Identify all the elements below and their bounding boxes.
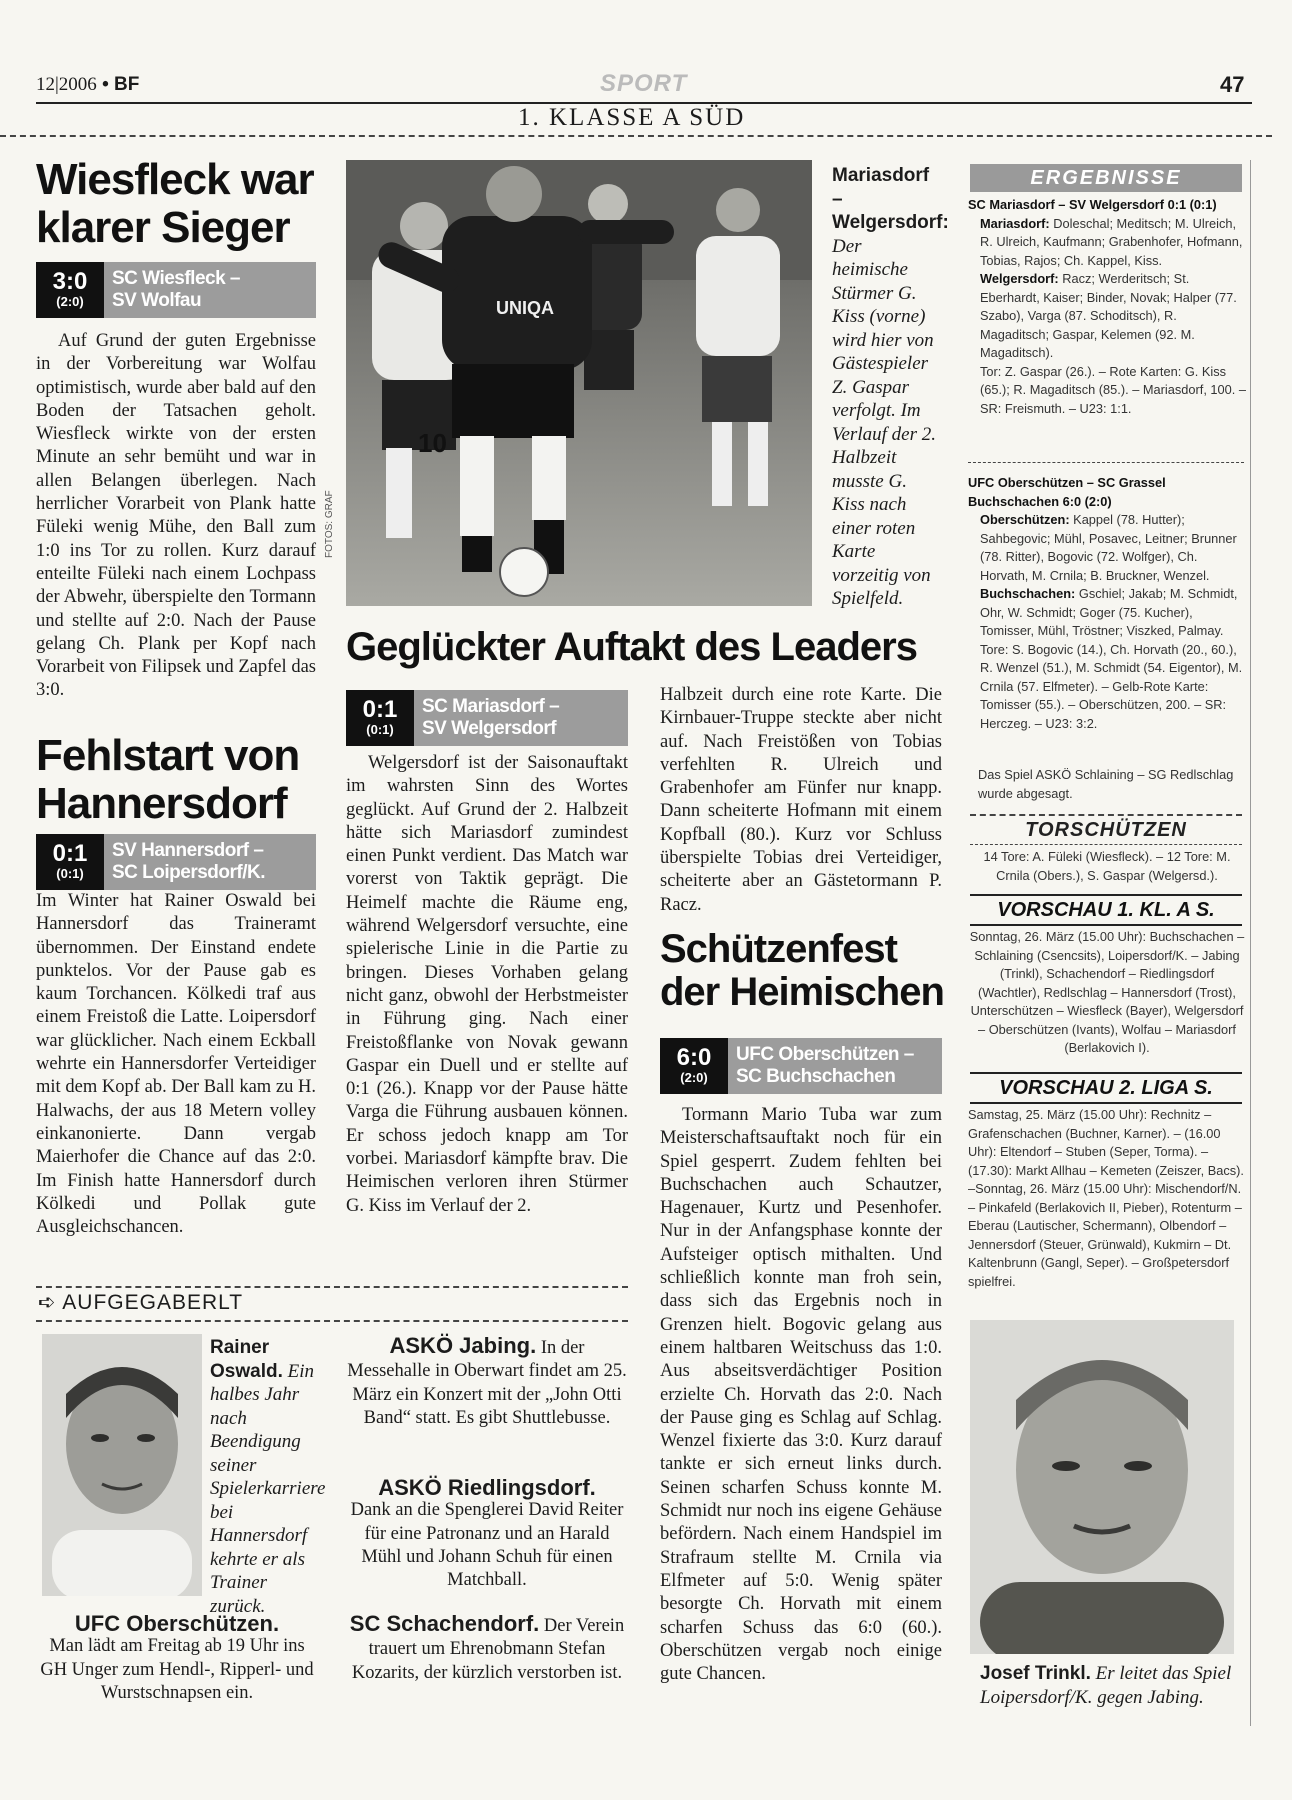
note-jabing-text: In der Messehalle in Oberwart findet am 25. März ein Konzert mit der „John Otti Band“ statt. Es gibt Shuttlebusse. (347, 1338, 627, 1428)
article1-home: SC Wiesfleck – (112, 268, 241, 289)
league-title: 1. KLASSE A SÜD (518, 104, 746, 131)
result-mariasdorf-away-lineup: Racz; Werderitsch; St. Eberhardt, Kaiser; Binder, Novak; Halper (77. Szabo), Varga (87. Schoditsch), R. Magaditsch; Gaspar, Kelemen (92. M. Magaditsch). (980, 271, 1237, 360)
article3-text-col1: Welgersdorf ist der Saisonauftakt im wahrsten Sinn des Wortes geglückt. Auf Grund der 2. Halbzeit hätte sich Mariasdorf zumindest einen Punkt verdient. Das Match war vorerst von Taktik geprägt. Die Heimelf machte die Räume eng, während Welgersdorf versuchte, eine spielerische Linie in die Partie zu bringen. Dieses Vorhaben gelang nicht ganz, obwohl der Herbstmeister in Führung ging. Nach einer Freistoßflanke von Novak gewann Gaspar ein Duell und er stellte auf 0:1 (26.). Knapp vor der Pause hätte Varga die Führung ausbauen können. Er schoss jedoch knapp am Tor vorbei. Mariasdorf kämpfte brav. Die Heimischen verloren ihren Stürmer G. Kiss im Verlauf der 2. (346, 753, 628, 1216)
article1-title: Wiesfleck war klarer Sieger (36, 155, 314, 252)
vorschau1-header: VORSCHAU 1. KL. A S. (970, 894, 1242, 926)
note-oberschuetzen (36, 1612, 318, 1705)
article4-away: SC Buchschachen (736, 1066, 896, 1087)
article2-scorebar (36, 834, 316, 890)
article2-score: 0:1 (52, 840, 88, 867)
photo-credit: FOTOS: GRAF (324, 490, 335, 558)
ergebnisse-header: ERGEBNISSE (970, 164, 1242, 192)
article2-scorebox (36, 834, 104, 890)
section-label: SPORT (600, 70, 688, 97)
article4-title: Schützenfest der Heimischen (660, 927, 944, 1015)
oswald-caption (210, 1336, 326, 1618)
aufgegaberlt-title: AUFGEGABERLT (62, 1291, 244, 1314)
result-oberschuetzen-home-lineup: Kappel (78. Hutter); Sahbegovic; Mühl, Posavec, Leitner; Brunner (78. Ritter), Bogovic (72. Wolfger), Ch. Horvath, M. Crnila; B. Bruckner, Wenzel. (980, 512, 1237, 583)
article4-score: 6:0 (676, 1044, 712, 1071)
trinkl-caption-bold: Josef Trinkl. (980, 1663, 1091, 1684)
header-bullet: • (102, 74, 109, 95)
article2-away: SC Loipersdorf/K. (112, 862, 266, 883)
note-schachendorf-title: SC Schachendorf. (349, 1611, 540, 1636)
trinkl-caption-text: Er leitet das Spiel Loipersdorf/K. gegen Jabing. (980, 1663, 1232, 1708)
paper-name: BF (114, 74, 140, 95)
article3-teams (414, 690, 559, 746)
article2-teams (104, 834, 265, 890)
result-oberschuetzen-home (968, 511, 1246, 585)
trinkl-portrait-illustration (970, 1320, 1234, 1654)
result-mariasdorf-home-lineup: Doleschal; Meditsch; M. Ulreich, R. Ulreich, Kaufmann; Grabenhofer, Hofmann, Tobias, Rajos; Ch. Kappel, Kiss. (980, 215, 1243, 268)
vorschau1-list: Sonntag, 26. März (15.00 Uhr): Buchschachen – Schlaining (Csencsits), Loipersdorf/K. – Jabing (Trinkl), Schachendorf – Riedlingsdorf (Wachtler), Redlschlag – Hannersdorf (Trost), Unterschützen – Wiesfleck (Bayer), Welgersdorf – Oberschützen (Ivants), Wolfau – Mariasdorf (Berlakovich I). (969, 929, 1245, 1055)
result-schlaining: Das Spiel ASKÖ Schlaining – SG Redlschlag wurde abgesagt. (978, 767, 1234, 801)
issue-number: 12|2006 (36, 74, 97, 95)
result-oberschuetzen-stats: Tore: S. Bogovic (14.), Ch. Horvath (20., 60.), R. Wenzel (51.), M. Schmidt (54. Eigentor), M. Crnila (57. Elfmeter). – Gelb-Rote Karte: Tomisser (55.). – Oberschützen, 200. – SR: Herczeg. – U23: 3:2. (980, 641, 1243, 731)
article1-scorebar (36, 262, 316, 318)
issue-label (36, 74, 139, 96)
article4-text: Tormann Mario Tuba war zum Meisterschaftsauftakt noch für ein Spiel gesperrt. Zudem fehlten bei Buchschachen auch Schautzer, Hagenauer, Kurtz und Pesenhofer. Nur in der Anfangsphase konnte der Aufsteiger optisch mithalten. Und schließlich konnte man froh sein, dass sich das Ergebnis noch in Grenzen hielt. Bogovic gelang aus einem haltbaren Weitschuss das 1:0. Aus abseitsverdächtiger Position erzielte Ch. Horvath das 2:0. Nach der Pause ging es Schlag auf Schlag. Wenzel fixierte das 3:0. Kurz darauf tankte er sich erneut links durch. Seinen scharfen Schuss konnte M. Schmidt nur noch ins eigene Gehäuse befördern. Nach einem Handspiel im Strafraum stellte M. Crnila via Elfmeter auf 5:0. Wenig später besorgte Ch. Horvath mit einem scharfen Schuss das 6:0 (60.). Oberschützen vergab noch einige gute Chancen. (660, 1105, 942, 1685)
arrow-icon: ➪ (38, 1291, 57, 1314)
result-mariasdorf (968, 196, 1246, 418)
article3-score: 0:1 (362, 696, 398, 723)
photo-caption-text: Der heimische Stürmer G. Kiss (vorne) wird hier von Gästespieler Z. Gaspar verfolgt. Im Verlauf der 2. Halbzeit musste G. Kiss nach einer roten Karte vorzeitig von Spielfeld. (832, 235, 936, 609)
aufgegaberlt-rule-mid (36, 1320, 628, 1322)
oswald-caption-bold: Rainer Oswald. (210, 1337, 283, 1382)
article4-halftime: (2:0) (680, 1070, 708, 1085)
vorschau2-header: VORSCHAU 2. LIGA S. (970, 1072, 1242, 1104)
note-jabing-title: ASKÖ Jabing. (389, 1333, 537, 1358)
article1-scorebox (36, 262, 104, 318)
article4-scorebar (660, 1038, 942, 1094)
page-number: 47 (1220, 72, 1245, 97)
oswald-portrait (42, 1334, 202, 1596)
article4-home: UFC Oberschützen – (736, 1044, 914, 1065)
header-dashed-rule (0, 135, 1272, 137)
article4-scorebox (660, 1038, 728, 1094)
result-oberschuetzen-away-label: Buchschachen: (980, 586, 1076, 601)
result-oberschuetzen-away-lineup: Gschiel; Jakab; M. Schmidt, Ohr, W. Schmidt; Goger (75. Kucher), Tomisser, Mühl, Tröstner; Viszked, Palmay. (980, 586, 1238, 638)
note-schachendorf-text: Der Verein trauert um Ehrenobmann Stefan Kozarits, der kürzlich verstorben ist. (351, 1616, 625, 1683)
article3-away: SV Welgersdorf (422, 718, 557, 739)
vorschau2-list: Samstag, 25. März (15.00 Uhr): Rechnitz – Grafenschachen (Buchner, Karner). – (16.00 Uhr): Eltendorf – Stuben (Seper, Torma). – (17.30): Markt Allhau – Kemeten (Zeiszer, Bacs). –Sonntag, 26. März (15.00 Uhr): Mischendorf/N. – Pinkafeld (Berlakovich II, Pieber), Rotenturm – Eberau (Lautischer, Schermann), Olbendorf – Jennersdorf (Steuer, Grünwald), Kukmirn – Dt. Kaltenbrunn (Gangl, Seper). – Großpetersdorf spielfrei. (968, 1107, 1244, 1289)
aufgegaberlt-label (38, 1290, 243, 1315)
article3-title: Geglückter Auftakt des Leaders (346, 625, 917, 669)
article3-scorebar (346, 690, 628, 746)
article1-halftime: (2:0) (56, 294, 84, 309)
result-mariasdorf-home-label: Mariasdorf: (980, 215, 1050, 231)
article3-scorebox (346, 690, 414, 746)
result-oberschuetzen (968, 474, 1246, 733)
result-oberschuetzen-title: UFC Oberschützen – SC Grassel Buchschachen 6:0 (2:0) (968, 475, 1166, 509)
article1-away: SV Wolfau (112, 290, 202, 311)
torschuetzen-list: 14 Tore: A. Füleki (Wiesfleck). – 12 Tore: M. Crnila (Obers.), S. Gaspar (Welgersd.). (983, 849, 1231, 883)
note-oberschuetzen-title: UFC Oberschützen. (74, 1611, 280, 1636)
trinkl-caption (980, 1662, 1236, 1709)
result-mariasdorf-away (968, 270, 1246, 363)
note-oberschuetzen-text: Man lädt am Freitag ab 19 Uhr ins GH Unger zum Hendl-, Ripperl- und Wurstschnapsen ein. (40, 1636, 314, 1703)
shirt-number: 10 (418, 428, 447, 458)
result-mariasdorf-title: SC Mariasdorf – SV Welgersdorf 0:1 (0:1) (968, 197, 1217, 212)
result-mariasdorf-away-label: Welgersdorf: (980, 271, 1059, 286)
article3-text-col2: Halbzeit durch eine rote Karte. Die Kirnbauer-Truppe steckte aber nicht auf. Nach Freistößen von Tobias verfehlten R. Ulreich und Grabenhofer am Fünfer nur knapp. Dann scheiterte Hofmann mit einem Kopfball (80.). Kurz vor Schluss überspielte Tobias drei Verteidiger, scheiterte aber an Gästetormann P. Racz. (660, 685, 942, 915)
article1-teams (104, 262, 240, 318)
oswald-caption-text: Ein halbes Jahr nach Beendigung seiner Spielerkarriere bei Hannersdorf kehrte er als Trainer zurück. (210, 1360, 326, 1617)
aufgegaberlt-rule-top (36, 1286, 628, 1288)
article3-home: SC Mariasdorf – (422, 696, 560, 717)
article1-text: Auf Grund der guten Ergebnisse in der Vorbereitung war Wolfau optimistisch, wurde aber bald auf den Boden der Tatsachen geholt. Wiesfleck wirkte von der ersten Minute an sehr bemüht und war in allen Belangen überlegen. Nach herrlicher Vorarbeit von Plank hatte Füleki wenig Mühe, den Ball zum 1:0 ins Tor zu rollen. Kurz darauf enteilte Füleki nach einem Lochpass der Abwehr, überspielte den Tormann und stellte auf 2:0. Nach der Pause gelang Ch. Plank per Kopf nach Vorarbeit von Filipsek und Zapfel das 3:0. (36, 331, 316, 701)
note-riedlingsdorf-title: ASKÖ Riedlingsdorf. (378, 1475, 596, 1500)
article4-teams (728, 1038, 914, 1094)
note-schachendorf (346, 1612, 628, 1685)
article2-halftime: (0:1) (56, 866, 84, 881)
result-oberschuetzen-home-label: Oberschützen: (980, 512, 1070, 527)
match-photo-illustration (346, 160, 812, 606)
football (500, 548, 548, 596)
result-mariasdorf-home (968, 215, 1246, 271)
article2-text: Im Winter hat Rainer Oswald bei Hannersdorf das Traineramt übernommen. Der Einstand endete punktelos. Vor der Pause gab es kaum Torchancen. Kölkedi traf aus einem Freistoß die Latte. Loipersdorf war glücklicher. Nach einem Eckball wehrte ein Hannersdorfer Verteidiger mit dem Kopf ab. Der Ball kam zu H. Halwachs, der aus 18 Metern volley einkanonierte. Dann vergab Maierhofer die Chance auf das 2:0. Im Finish hatte Hannersdorf durch Kölkedi und Pollak gute Ausgleichschancen. (36, 891, 316, 1238)
note-riedlingsdorf-text: Dank an die Spenglerei David Reiter für eine Patronanz und an Harald Mühl und Johann Schuh für einen Matchball. (350, 1500, 624, 1591)
note-jabing (346, 1334, 628, 1430)
oswald-portrait-illustration (42, 1334, 202, 1596)
note-riedlingsdorf (346, 1476, 628, 1592)
photo-caption (832, 164, 949, 611)
shirt-sponsor: UNIQA (496, 298, 554, 318)
sidebar-rule-1 (968, 462, 1244, 463)
result-oberschuetzen-away (968, 585, 1246, 641)
article2-home: SV Hannersdorf – (112, 840, 264, 861)
trinkl-portrait (970, 1320, 1234, 1654)
match-photo (346, 160, 812, 606)
article3-halftime: (0:1) (366, 722, 394, 737)
torschuetzen-header: TORSCHÜTZEN (970, 814, 1242, 845)
article2-title: Fehlstart von Hannersdorf (36, 731, 300, 828)
result-mariasdorf-stats: Tor: Z. Gaspar (26.). – Rote Karten: G. Kiss (65.); R. Magaditsch (85.). – Mariasdorf, 100. – SR: Freismuth. – U23: 1:1. (980, 363, 1247, 416)
article1-score: 3:0 (52, 268, 88, 295)
photo-caption-bold: Mariasdorf – Welgersdorf: (832, 165, 949, 233)
